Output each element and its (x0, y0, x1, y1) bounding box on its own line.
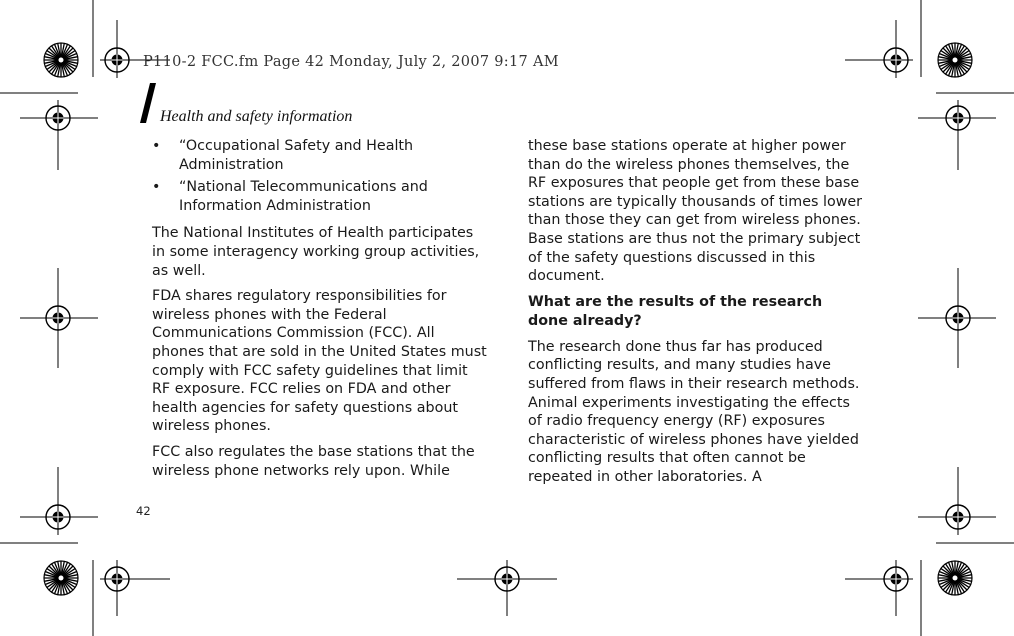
paragraph: The National Institutes of Health participates in some interagency working group activities, as well. (152, 225, 480, 279)
left-column (152, 137, 488, 487)
right-column (528, 137, 864, 494)
paragraph: these base stations operate at higher power than do the wireless phones themselves, the RF exposures that people get from these base stations are typically thousands of times lower than those they can get from wireless phones. Base stations are thus not the primary subject of the safety questions discussed in this document. (528, 138, 863, 285)
bullet-glyph: • (152, 179, 161, 196)
bullet-text: “Occupational Safety and Health Administration (179, 138, 414, 173)
section-heading: What are the results of the research done already? (528, 293, 823, 329)
paragraph: FDA shares regulatory responsibilities for wireless phones with the Federal Communications Commission (FCC). All phones that are sold in the United States must comply with FCC safety guidelines that limit RF exposure. FCC relies on FDA and other health agencies for safety questions about wireless phones. (152, 288, 487, 435)
paragraph: FCC also regulates the base stations that the wireless phone networks rely upon. While (152, 443, 475, 479)
bullet-item (152, 178, 488, 215)
bullet-item (152, 137, 488, 174)
bullet-glyph: • (152, 138, 161, 154)
print-header-stamp: P110-2 FCC.fm Page 42 Monday, July 2, 2007 9:17 AM (143, 54, 559, 70)
paragraph: The research done thus far has produced conflicting results, and many studies have suffered from flaws in their research methods. Animal experiments investigating the effects of radio frequency energy (RF) exposures characteristic of wireless phones have yielded conflicting results that often cannot be repeated in other laboratories. A (528, 338, 860, 485)
page-number: 42 (136, 504, 151, 518)
section-title: Health and safety information (160, 108, 353, 125)
bullet-text: “National Telecommunications and Information Administration (179, 179, 428, 214)
